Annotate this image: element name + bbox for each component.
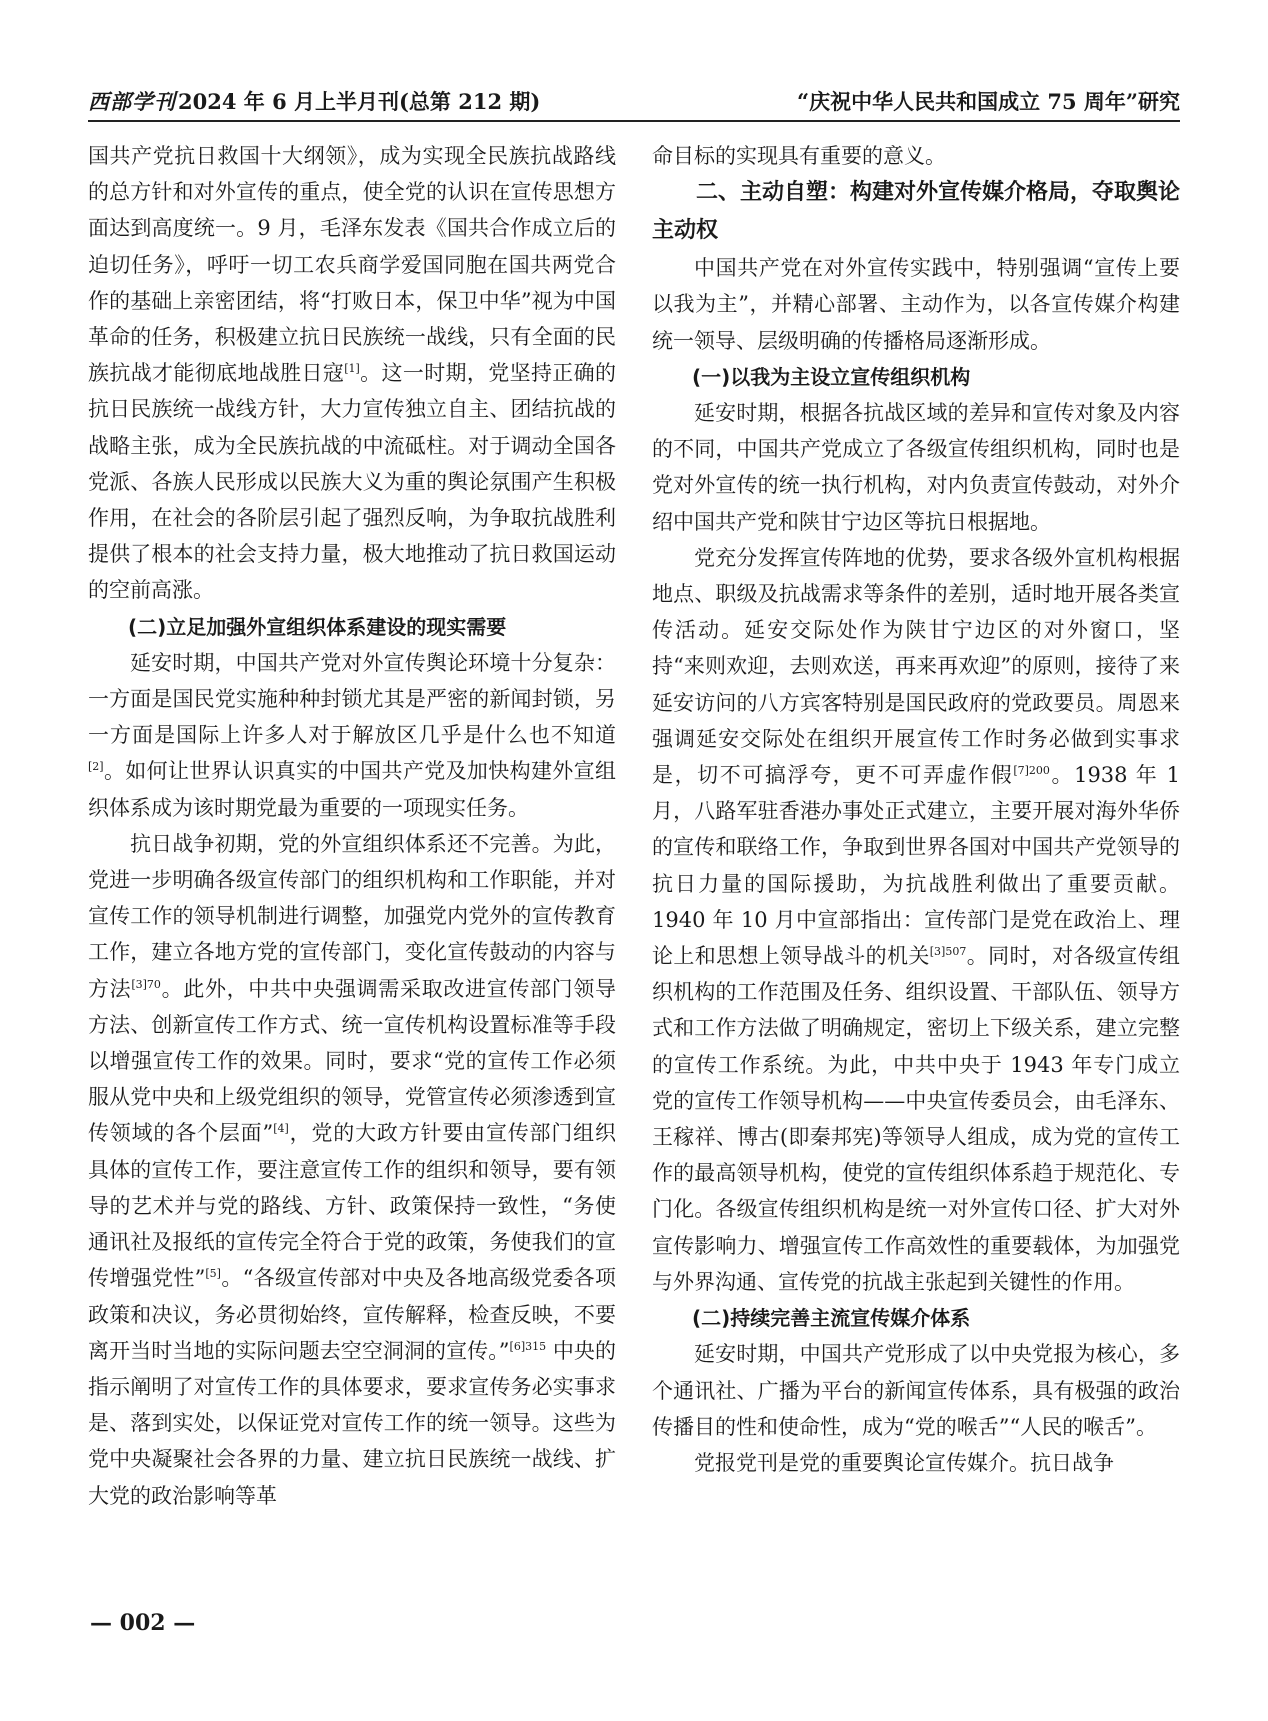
paragraph: 党充分发挥宣传阵地的优势，要求各级外宣机构根据地点、职级及抗战需求等条件的差别，适时地开展各类宣传活动。延安交际处作为陕甘宁边区的对外窗口，坚持“来则欢迎，去则欢送，再来再欢迎”的原则，接待了来延安访问的八方宾客特别是国民政府的党政要员。周恩来强调延安交际处在组织开展宣传工作时务必做到实事求是，切不可搞浮夸，更不可弄虚作假$^{[7]200}$。1938 年 1 月，八路军驻香港办事处正式建立，主要开展对海外华侨的宣传和联络工作，争取到世界各国对中国共产党领导的抗日力量的国际援助，为抗战胜利做出了重要贡献。1940 年 10 月中宣部指出：宣传部门是党在政治上、理论上和思想上领导战斗的机关$^{[3]507}$。同时，对各级宣传组织机构的工作范围及任务、组织设置、干部队伍、领导方式和工作方法做了明确规定，密切上下级关系，建立完整的宣传工作系统。为此，中共中央于 1943 年专门成立党的宣传工作领导机构——中央宣传委员会，由毛泽东、王稼祥、博古(即秦邦宪)等领导人组成，成为党的宣传工作的最高领导机构，使党的宣传组织体系趋于规范化、专门化。各级宣传组织机构是统一对外宣传口径、扩大对外宣传影响力、增强宣传工作高效性的重要载体，为加强党与外界沟通、宣传党的抗战主张起到关键性的作用。 — [652, 545, 1181, 1294]
paragraph: 延安时期，中国共产党形成了以中央党报为核心，多个通讯社、广播为平台的新闻宣传体系，具有极强的政治传播目的性和使命性，成为“党的喉舌”“人民的喉舌”。 — [652, 1342, 1180, 1439]
paragraph: 抗日战争初期，党的外宣组织体系还不完善。为此，党进一步明确各级宣传部门的组织机构和工作职能，并对宣传工作的领导机制进行调整，加强党内党外的宣传教育工作，建立各地方党的宣传部门，变化宣传鼓动的内容与方法$^{[3]70}$。此外，中共中央强调需采取改进宣传部门领导方法、创新宣传工作方式、统一宣传机构设置标准等手段以增强宣传工作的效果。同时，要求“党的宣传工作必须服从党中央和上级党组织的领导，党管宣传必须渗透到宣传领域的各个层面”[4]，党的大政方针要由宣传部门组织具体的宣传工作，要注意宣传工作的组织和领导，要有领导的艺术并与党的路线、方针、政策保持一致性，“务使通讯社及报纸的宣传完全符合于党的政策，务使我们的宣传增强党性”[5]。“各级宣传部对中央及各地高级党委各项政策和决议，务必贯彻始终，宣传解释，检查反映，不要离开当时当地的实际问题去空空洞洞的宣传。”$^{[6]315}$ 中央的指示阐明了对宣传工作的具体要求，要求宣传务必实事求是、落到实处，以保证党对宣传工作的统一领导。这些为党中央凝聚社会各界的力量、建立抗日民族统一战线、扩大党的政治影响等革 — [88, 831, 617, 1508]
subsection-heading: (二)立足加强外宣组织体系建设的现实需要 — [128, 614, 507, 639]
citation[interactable]: [2] — [88, 760, 104, 774]
citation[interactable]: [3]70 — [131, 977, 161, 991]
citation[interactable]: [6]315 — [509, 1339, 547, 1353]
paragraph: 党报党刊是党的重要舆论宣传媒介。抗日战争 — [694, 1450, 1114, 1475]
paragraph: 中国共产党在对外宣传实践中，特别强调“宣传上要以我为主”，并精心部署、主动作为，以各宣传媒介构建统一领导、层级明确的传播格局逐渐形成。 — [652, 256, 1180, 353]
page-number: — 002 — — [90, 1610, 196, 1636]
citation[interactable]: [7]200 — [1013, 764, 1050, 778]
section-title: “庆祝中华人民共和国成立 75 周年”研究 — [796, 89, 1180, 114]
section-heading: 二、主动自塑：构建对外宣传媒介格局，夺取舆论主动权 — [652, 180, 1181, 244]
right-column — [652, 138, 1180, 1481]
header-journal-issue — [88, 86, 540, 116]
subsection-heading: (二)持续完善主流宣传媒介体系 — [692, 1306, 971, 1331]
left-column — [88, 138, 616, 1514]
citation[interactable]: [5] — [205, 1267, 221, 1281]
paragraph: 国共产党抗日救国十大纲领》，成为实现全民族抗战路线的总方针和对外宣传的重点，使全党的认识在宣传思想方面达到高度统一。9 月，毛泽东发表《国共合作成立后的迫切任务》，呼吁一切工农兵商学爱国同胞在国共两党合作的基础上亲密团结，将“打败日本，保卫中华”视为中国革命的任务，积极建立抗日民族统一战线，只有全面的民族抗战才能彻底地战胜日寇[1]。这一时期，党坚持正确的抗日民族统一战线方针，大力宣传独立自主、团结抗战的战略主张，成为全民族抗战的中流砥柱。对于调动全国各党派、各族人民形成以民族大义为重的舆论氛围产生积极作用，在社会的各阶层引起了强烈反响，为争取抗战胜利提供了根本的社会支持力量，极大地推动了抗日救国运动的空前高涨。 — [88, 144, 616, 603]
paragraph: 延安时期，根据各抗战区域的差异和宣传对象及内容的不同，中国共产党成立了各级宣传组织机构，同时也是党对外宣传的统一执行机构，对内负责宣传鼓动，对外介绍中国共产党和陕甘宁边区等抗日根据地。 — [652, 401, 1180, 534]
paragraph: 延安时期，中国共产党对外宣传舆论环境十分复杂：一方面是国民党实施种种封锁尤其是严密的新闻封锁，另一方面是国际上许多人对于解放区几乎是什么也不知道[2]。如何让世界认识真实的中国共产党及加快构建外宣组织体系成为该时期党最为重要的一项现实任务。 — [88, 650, 616, 820]
issue-info: 2024 年 6 月上半月刊(总第 212 期) — [178, 89, 541, 114]
citation[interactable]: [4] — [273, 1122, 289, 1136]
subsection-heading: (一)以我为主设立宣传组织机构 — [692, 364, 971, 389]
running-header — [88, 86, 1180, 122]
paragraph: 命目标的实现具有重要的意义。 — [652, 144, 946, 168]
citation[interactable]: [1] — [344, 362, 360, 376]
citation[interactable]: [3]507 — [929, 945, 967, 959]
journal-logo: 西部学刊 — [88, 89, 176, 114]
